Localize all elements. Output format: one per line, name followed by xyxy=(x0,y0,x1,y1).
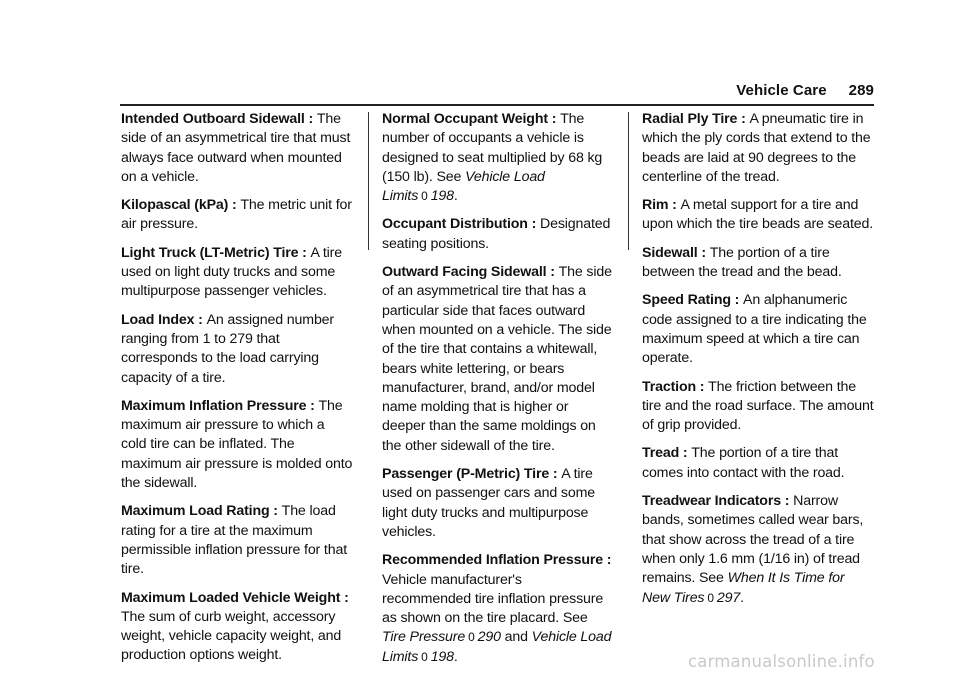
page-ref-icon: 0 xyxy=(707,590,714,605)
trailing-punctuation: . xyxy=(453,648,458,665)
trailing-punctuation: . xyxy=(740,589,744,606)
cross-reference-link[interactable]: Vehicle Load Limits xyxy=(382,629,612,665)
glossary-definition: A tire used on passenger cars and some light duty trucks and multipurpose vehicles. xyxy=(382,466,596,540)
glossary-column-2 xyxy=(382,110,614,676)
glossary-definition: The portion of a tire between the tread and the bead. xyxy=(642,244,842,281)
cross-reference-page[interactable]: 290 xyxy=(477,629,501,646)
column-divider xyxy=(628,112,629,250)
glossary-entry xyxy=(642,378,874,436)
glossary-entry xyxy=(121,502,353,579)
glossary-definition: The metric unit for air pressure. xyxy=(121,197,352,233)
glossary-definition: The maximum air pressure to which a cold tire can be inflated. The maximum air pressure is molded onto the sidewall. xyxy=(121,397,353,492)
column-divider xyxy=(368,112,369,250)
glossary-term: Load Index xyxy=(121,311,195,328)
glossary-term: Speed Rating xyxy=(642,292,731,309)
glossary-entry xyxy=(121,196,353,235)
glossary-entry xyxy=(642,291,874,368)
glossary-definition: The load rating for a tire at the maximum permissible inflation pressure for that tire. xyxy=(121,503,347,578)
glossary-definition: Narrow bands, sometimes called wear bars, that show across the tread of a tire when only 1.6 mm (1/16 in) of tread remains. See xyxy=(642,493,864,587)
term-colon: : xyxy=(228,197,241,214)
watermark: carmanualsonline.info xyxy=(688,652,875,671)
glossary-definition: The sum of curb weight, accessory weight, vehicle capacity weight, and production options weight. xyxy=(121,608,342,664)
glossary-entry xyxy=(121,110,353,187)
term-colon: : xyxy=(298,244,311,261)
term-colon: : xyxy=(194,311,207,328)
glossary-term: Treadwear Indicators xyxy=(642,493,781,510)
glossary-term: Intended Outboard Sidewall xyxy=(121,111,305,127)
glossary-entry xyxy=(642,444,874,483)
page-ref-icon: 0 xyxy=(468,630,475,645)
term-colon: : xyxy=(549,466,562,483)
glossary-entry xyxy=(642,110,874,187)
cross-reference-page[interactable]: 297 xyxy=(716,589,741,606)
glossary-term: Light Truck (LT-Metric) Tire xyxy=(121,244,299,261)
glossary-entry xyxy=(121,589,353,666)
term-colon: : xyxy=(730,292,744,309)
glossary-column-3 xyxy=(642,110,874,617)
term-colon: : xyxy=(527,216,540,233)
glossary-definition: A metal support for a tire and upon which the tire beads are seated. xyxy=(642,197,874,233)
term-colon: : xyxy=(340,589,349,606)
glossary-entry xyxy=(382,263,614,456)
cross-reference-link[interactable]: Vehicle Load Limits xyxy=(382,168,545,205)
glossary-entry xyxy=(121,311,353,388)
glossary-definition: A tire used on light duty trucks and some multipurpose passenger vehicles. xyxy=(121,244,342,300)
term-colon: : xyxy=(304,111,317,127)
section-title: Vehicle Care xyxy=(736,82,827,99)
glossary-entry xyxy=(642,492,874,608)
term-colon: : xyxy=(546,264,559,281)
glossary-term: Passenger (P-Metric) Tire xyxy=(382,466,550,483)
term-colon: : xyxy=(547,111,561,127)
conjunction: and xyxy=(504,629,528,646)
term-colon: : xyxy=(780,493,794,510)
glossary-column-1 xyxy=(121,110,353,675)
glossary-entry xyxy=(121,244,353,302)
page-number: 289 xyxy=(848,82,874,99)
trailing-punctuation: . xyxy=(453,188,458,205)
glossary-entry xyxy=(382,551,614,667)
glossary-term: Outward Facing Sidewall xyxy=(382,264,547,281)
glossary-definition: The side of an asymmetrical tire that must always face outward when mounted on a vehicle. xyxy=(121,111,351,185)
cross-reference-link[interactable]: Tire Pressure xyxy=(382,629,466,646)
term-colon: : xyxy=(697,244,710,261)
glossary-entry xyxy=(382,465,614,542)
glossary-definition: The number of occupants a vehicle is designed to seat multiplied by 68 kg (150 lb). See xyxy=(382,111,603,185)
cross-reference-page[interactable]: 198 xyxy=(430,648,454,665)
term-colon: : xyxy=(679,445,692,462)
glossary-entry xyxy=(642,244,874,283)
glossary-definition: An assigned number ranging from 1 to 279 that corresponds to the load carrying capacity of a tire. xyxy=(121,311,334,386)
term-colon: : xyxy=(306,397,319,414)
page-ref-icon: 0 xyxy=(421,649,428,664)
glossary-term: Tread xyxy=(642,445,680,462)
glossary-definition: The portion of a tire that comes into contact with the road. xyxy=(642,445,845,481)
glossary-definition: A pneumatic tire in which the ply cords that extend to the beads are laid at 90 degrees to the centerline of the tread. xyxy=(642,111,871,185)
glossary-definition: Vehicle manufacturer's recommended tire inflation pressure as shown on the tire placard. See xyxy=(382,571,604,627)
glossary-term: Traction xyxy=(642,378,696,395)
cross-reference-page[interactable]: 198 xyxy=(430,188,454,205)
glossary-term: Recommended Inflation Pressure xyxy=(382,552,603,569)
term-colon: : xyxy=(602,552,612,569)
glossary-term: Normal Occupant Weight xyxy=(382,111,548,127)
running-header xyxy=(736,82,874,99)
glossary-term: Kilopascal (kPa) xyxy=(121,197,229,214)
cross-reference-link[interactable]: When It Is Time for New Tires xyxy=(642,570,845,606)
glossary-term: Maximum Inflation Pressure xyxy=(121,397,307,414)
term-colon: : xyxy=(269,503,282,520)
glossary-definition: The side of an asymmetrical tire that has a particular side that faces outward when mounted on a vehicle. The side of the tire that contains a whitewall, bears white lettering, or bears manufacturer, brand, and/or model name molding that is higher or deeper than the same moldings on the other sidewall of the tire. xyxy=(382,264,612,454)
glossary-term: Rim xyxy=(642,197,669,214)
term-colon: : xyxy=(737,111,750,127)
glossary-term: Sidewall xyxy=(642,244,698,261)
header-rule xyxy=(120,104,874,106)
term-colon: : xyxy=(695,378,709,395)
glossary-entry xyxy=(121,397,353,493)
glossary-entry xyxy=(382,110,614,206)
glossary-term: Radial Ply Tire xyxy=(642,111,738,127)
glossary-definition: Designated seating positions. xyxy=(382,216,611,252)
glossary-term: Maximum Load Rating xyxy=(121,503,270,520)
term-colon: : xyxy=(668,197,681,214)
glossary-definition: The friction between the tire and the road surface. The amount of grip provided. xyxy=(642,378,874,434)
glossary-definition: An alphanumeric code assigned to a tire indicating the maximum speed at which a tire can operate. xyxy=(642,292,867,367)
glossary-term: Maximum Loaded Vehicle Weight xyxy=(121,589,341,606)
glossary-entry xyxy=(642,196,874,235)
glossary-entry xyxy=(382,215,614,254)
glossary-term: Occupant Distribution xyxy=(382,216,528,233)
page-ref-icon: 0 xyxy=(421,189,428,204)
